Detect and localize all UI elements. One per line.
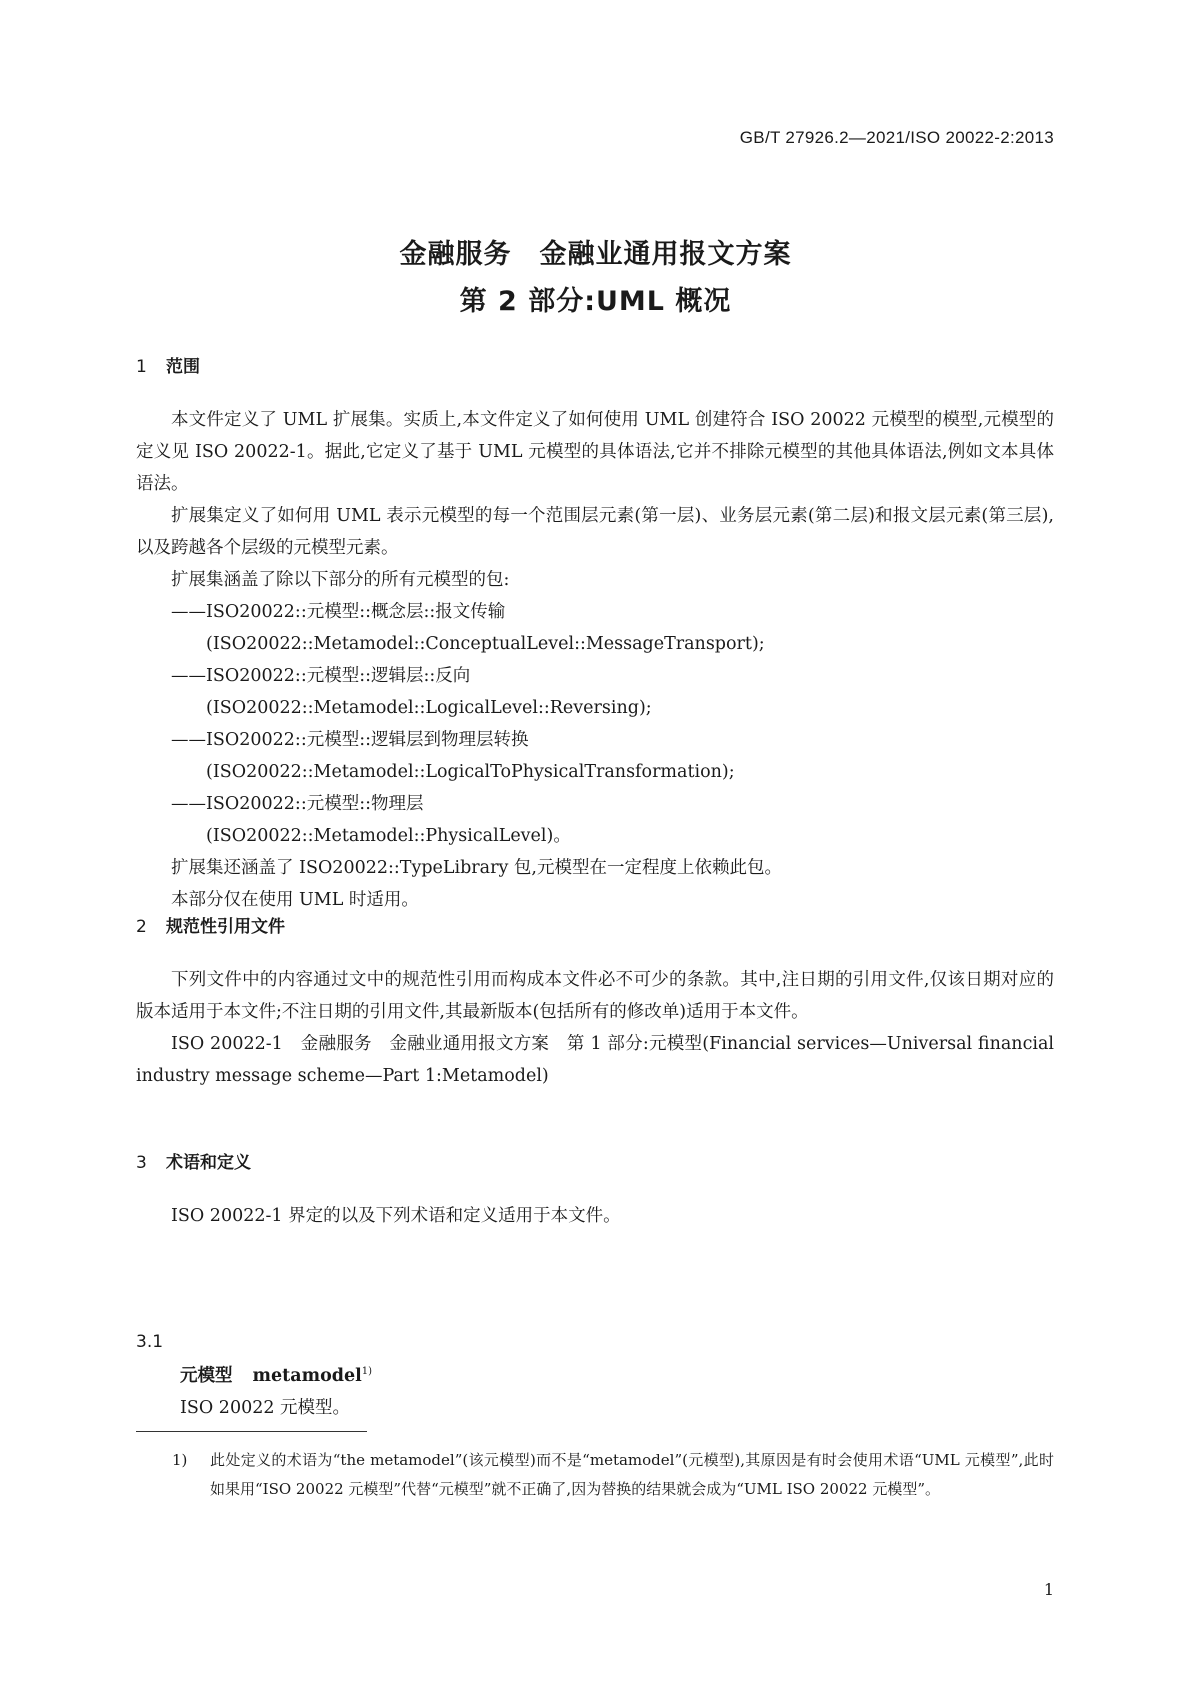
section-title: 范围 [166, 357, 200, 377]
footnote-divider [136, 1431, 367, 1432]
list-item: ——ISO20022::元模型::物理层 [171, 794, 424, 814]
paragraph: 扩展集还涵盖了 ISO20022::TypeLibrary 包,元模型在一定程度上依赖此包。 [171, 858, 782, 878]
footnote-text: 此处定义的术语为“the metamodel”(该元模型)而不是“metamodel”(元模型),其原因是有时会使用术语“UML 元模型”,此时如果用“ISO 20022 元模型”代替“元模型”就不正确了,因为替换的结果就会成为“UML ISO 20022 元模型”。 [210, 1451, 1054, 1498]
paragraph: 扩展集涵盖了除以下部分的所有元模型的包: [171, 570, 510, 590]
list-item: ——ISO20022::元模型::逻辑层::反向 [171, 666, 471, 686]
paragraph: 扩展集定义了如何用 UML 表示元模型的每一个范围层元素(第一层)、业务层元素(第二层)和报文层元素(第三层),以及跨越各个层级的元模型元素。 [136, 506, 1055, 558]
list-item-detail: (ISO20022::Metamodel::ConceptualLevel::MessageTransport); [206, 634, 765, 654]
list-item-detail: (ISO20022::Metamodel::LogicalToPhysicalTransformation); [206, 762, 735, 782]
document-title-line2: 第 2 部分:UML 概况 [459, 286, 732, 317]
list-item-detail: (ISO20022::Metamodel::LogicalLevel::Reversing); [206, 698, 652, 718]
section-heading-terms [136, 1148, 251, 1173]
list-item: ——ISO20022::元模型::逻辑层到物理层转换 [171, 730, 529, 750]
term-english: metamodel$^{1)}$ [252, 1366, 373, 1386]
standard-code: GB/T 27926.2—2021/ISO 20022-2:2013 [739, 128, 1054, 147]
term-chinese: 元模型 [180, 1366, 233, 1386]
section-body-normative-references [136, 964, 1054, 1092]
paragraph: ISO 20022-1 界定的以及下列术语和定义适用于本文件。 [171, 1206, 621, 1226]
footnote [136, 1446, 1054, 1504]
section-number: 1 [136, 357, 147, 377]
section-number: 3 [136, 1153, 147, 1173]
section-heading-scope [136, 352, 200, 377]
paragraph: 下列文件中的内容通过文中的规范性引用而构成本文件必不可少的条款。其中,注日期的引用文件,仅该日期对应的版本适用于本文件;不注日期的引用文件,其最新版本(包括所有的修改单)适用于本文件。 [136, 970, 1054, 1022]
paragraph: 本文件定义了 UML 扩展集。实质上,本文件定义了如何使用 UML 创建符合 ISO 20022 元模型的模型,元模型的定义见 ISO 20022-1。据此,它定义了基于 UML 元模型的具体语法,它并不排除元模型的其他具体语法,例如文本具体语法。 [136, 410, 1054, 494]
term-definition: ISO 20022 元模型。 [180, 1398, 351, 1418]
footnote-mark: 1) [172, 1451, 188, 1469]
reference-entry: ISO 20022-1 金融服务 金融业通用报文方案 第 1 部分:元模型(Financial services—Universal financial industry message scheme—Part 1:Metamodel) [136, 1034, 1054, 1086]
section-number: 2 [136, 917, 147, 937]
paragraph: 本部分仅在使用 UML 时适用。 [171, 890, 419, 910]
document-title-line1: 金融服务 金融业通用报文方案 [399, 239, 792, 270]
section-body-scope [136, 404, 1054, 916]
section-body-terms [136, 1200, 1054, 1232]
page-number: 1 [1043, 1580, 1054, 1599]
section-title: 规范性引用文件 [166, 917, 285, 937]
section-title: 术语和定义 [166, 1153, 251, 1173]
section-heading-normative-references [136, 912, 285, 937]
footnote-reference[interactable]: 1) [361, 1366, 373, 1378]
list-item: ——ISO20022::元模型::概念层::报文传输 [171, 602, 506, 622]
list-item-detail: (ISO20022::Metamodel::PhysicalLevel)。 [206, 826, 571, 846]
term-entry [180, 1362, 372, 1387]
term-number: 3.1 [136, 1332, 164, 1352]
